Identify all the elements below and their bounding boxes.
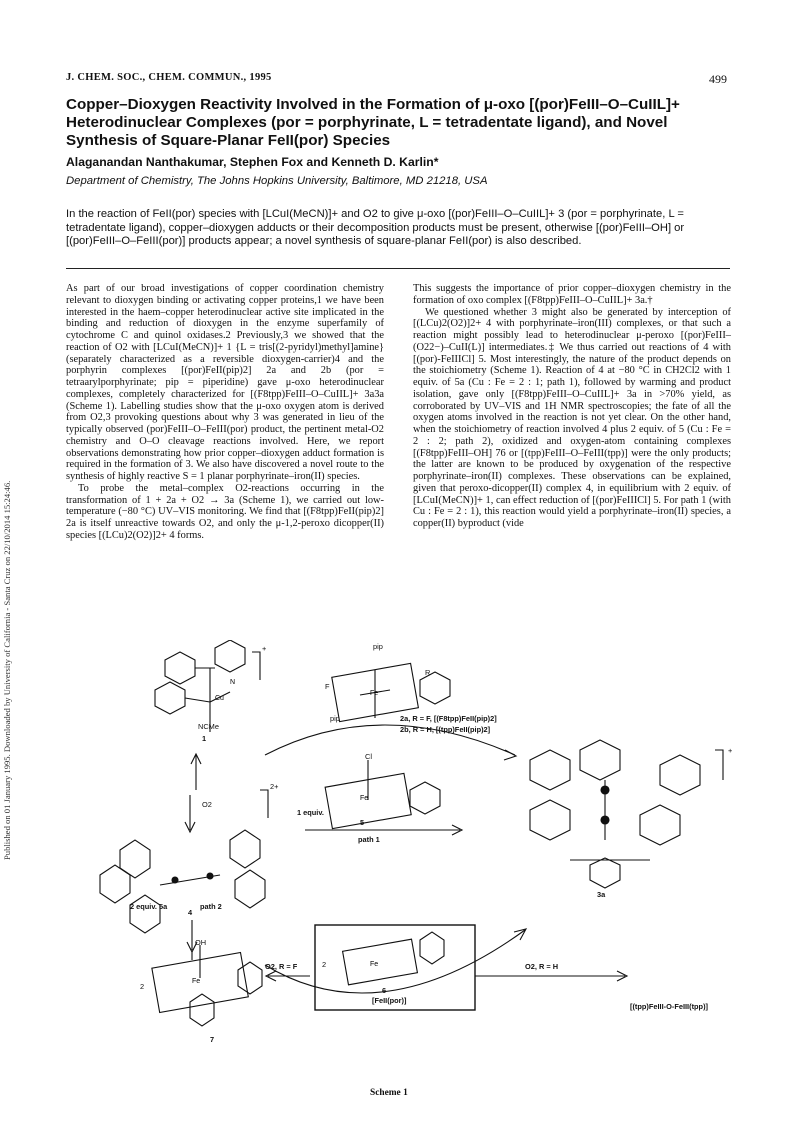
two-label-box: 2	[322, 960, 327, 969]
paragraph: To probe the metal–complex O2-reactions occurring in the transformation of 1 + 2a + O2 → 3a (Scheme 1), we carried out low-temperature (−80 °C) UV–VIS monitoring. We find that [(F8tpp)FeII(pip)2] 2a is itself unreactive towards O2, and only the μ-1,2-peroxo dicopper(II) species [(LCu)2(O2)]2+ 4 forms.	[66, 482, 384, 541]
ncme-label: NCMe	[198, 722, 219, 731]
paragraph: This suggests the importance of prior copper–dioxygen chemistry in the formation of oxo complex [(F8tpp)FeIII–O–CuIIL]+ 3a.†	[413, 283, 731, 306]
compound-4-label: 4	[188, 908, 193, 917]
compound-2b-label: 2b, R = H, [(tpp)FeII(pip)2]	[400, 725, 491, 734]
reaction-scheme	[60, 640, 740, 1100]
o2-label: O2	[202, 800, 212, 809]
compound-3a-label: 3a	[597, 890, 606, 899]
svg-text:N: N	[230, 679, 236, 686]
copper-complex-1-structure	[155, 640, 260, 732]
charge-label-2: 2+	[270, 782, 279, 791]
chloride-label: Cl	[365, 752, 372, 761]
porphyrin-2-structure	[332, 663, 450, 721]
porphyrin-5-structure	[325, 760, 440, 829]
body-column-right	[413, 283, 731, 530]
hydroxo-porphyrin-7-structure	[152, 945, 262, 1026]
oxo-complex-3a-structure	[530, 740, 723, 888]
compound-1-label: 1	[202, 734, 207, 743]
paragraph: We questioned whether 3 might also be generated by interception of [(LCu)2(O2)]2+ 4 with porphyrinate–iron(III) complexes, or that such a reaction might possibly lead to heterodinuclear μ-peroxo [(por)FeIII–(O22−)–CuII(L)] intermediates.‡ We thus carried out reactions of 4 with [(por)-FeIIICl] 5. Most interestingly, the nature of the product depends on the stoichiometry (Scheme 1). Reaction of 4 at −80 °C in CH2Cl2 with 1 equiv. of 5a (Cu : Fe = 2 : 1; path 1), followed by warming and product isolation, gave only [(F8tpp)FeIII–O–CuIIL]+ 3a in >70% yield, as corroborated by UV–VIS and 1H NMR spectroscopies; the fate of all the oxygen atoms involved in the reaction is not yet clear. On the other hand, when the stoichiometry of reaction involved 4 plus 2 equiv. of 5 (Cu : Fe = 2 : 2; path 2), oxidized and oxygen-atom containing complexes [(F8tpp)FeIII–OH] 76 or [(tpp)FeIII–O–FeIII(tpp)] were the only products; the latter are known to be produced by oxygenation of the respective porphyrinate–iron(II) complexes. These observations can be explained, given that peroxo-dicopper(II) complex 4, in equilibrium with 2 equiv. of [LCuI(MeCN)]+ 1, can effect reduction of [(por)FeIIICl] 5. For path 1 (with Cu : Fe = 2 : 1), this reaction would yield a porphyrinate–iron(II) species, a copper(II) byproduct (vide	[413, 306, 731, 529]
author-list: Alaganandan Nanthakumar, Stephen Fox and Kenneth D. Karlin*	[66, 155, 439, 169]
two-label-left: 2	[140, 982, 145, 991]
body-column-left	[66, 283, 384, 542]
compound-6-label: 6	[382, 986, 387, 995]
o2-rh-label: O2, R = H	[525, 962, 559, 971]
path-1-label: path 1	[358, 835, 380, 844]
tpp-dimer-product-label: [(tpp)FeIII-O-FeIII(tpp)]	[630, 1002, 708, 1011]
watermark-text: Published on 01 January 1995. Downloaded by University of California - Santa Cruz on 22/10/2014 15:24:46.	[2, 480, 12, 860]
download-watermark	[0, 170, 18, 870]
scheme-caption: Scheme 1	[370, 1088, 408, 1098]
svg-text:Cu: Cu	[215, 695, 224, 702]
svg-text:Fe: Fe	[370, 961, 379, 968]
charge-label-3: +	[728, 746, 733, 755]
charge-label-1: +	[262, 644, 267, 653]
affiliation: Department of Chemistry, The Johns Hopkins University, Baltimore, MD 21218, USA	[66, 175, 488, 187]
peroxo-dicopper-4-structure	[100, 790, 268, 933]
paragraph: As part of our broad investigations of copper coordination chemistry relevant to dioxygen binding or activating copper proteins,1 we have been interested in the haem–copper heterodinuclear active site implicated in the binding and reduction of dioxygen in the enzyme superfamily of cytochrome C and quinol oxidases.2 Previously,3 we showed that the reaction of O2 with [LCuI(MeCN)]+ 1 {L = tris[(2-pyridyl)methyl]amine} (separately characterized as a reversible dioxygen-carrier)4 and the porphyrin complexes [(por)FeII(pip)2] 2a and 2b (por = tetraarylporphyrinate; pip = piperidine) gave μ-oxo heterodinuclear complexes, completely characterized for [(F8tpp)FeIII–O–CuIIL]+ 3a3a (Scheme 1). Labelling studies show that the μ-oxo oxygen atom is derived from O2,3 provoking questions about why 3 was generated in lieu of the typically observed (por)FeIII–O–FeIII(por) product, the pertinent metal-O2 chemistry and O–O cleavage reactions involved. Here, we report observations demonstrating how prior copper–dioxygen adduct formation is required in the formation of 3. We also have discovered a novel route to the synthesis of highly reactive S = 1 planar porphyrinate–iron(II) species.	[66, 283, 384, 482]
pip-bottom-label: pip	[330, 714, 340, 723]
r-top-label: R	[425, 668, 431, 677]
divider-rule	[66, 268, 730, 269]
compound-7-label: 7	[210, 1035, 215, 1044]
scheme-drawing	[60, 640, 740, 1100]
pip-top-label: pip	[373, 642, 383, 651]
fe2-por-label: [FeII(por)]	[372, 996, 407, 1005]
compound-5-label: 5	[360, 818, 365, 827]
svg-text:Fe: Fe	[360, 795, 369, 802]
compound-2a-label: 2a, R = F, [(F8tpp)FeII(pip)2]	[400, 714, 497, 723]
hydroxo-label: OH	[195, 938, 207, 947]
o2-rf-label: O2, R = F	[265, 962, 298, 971]
equiv-1-label: 1 equiv.	[297, 808, 324, 817]
abstract: In the reaction of FeII(por) species with [LCuI(MeCN)]+ and O2 to give μ-oxo [(por)FeIII–O–CuIIL]+ 3 (por = porphyrinate, L = tetradentate ligand), copper–dioxygen adducts or their decomposition products must be present, otherwise [(por)FeIII–OH] or [(por)FeIII–O–FeIII(por)] products appear; a novel synthesis of square-planar FeII(por) is also described.	[66, 208, 685, 248]
equiv-2-label: 2 equiv. 5a	[130, 902, 168, 911]
path-2-label: path 2	[200, 902, 222, 911]
svg-text:Fe: Fe	[370, 690, 379, 697]
svg-text:Fe: Fe	[192, 978, 201, 985]
page-number: 499	[709, 72, 727, 86]
journal-header: J. CHEM. SOC., CHEM. COMMUN., 1995	[66, 72, 272, 83]
article-title: Copper–Dioxygen Reactivity Involved in the Formation of μ-oxo [(por)FeIII–O–CuIIL]+ Heterodinuclear Complexes (por = porphyrinate, L = tetradentate ligand), and Novel Synthesis of Square-Planar FeII(por) Species	[66, 96, 680, 149]
f-top-label: F	[325, 682, 330, 691]
